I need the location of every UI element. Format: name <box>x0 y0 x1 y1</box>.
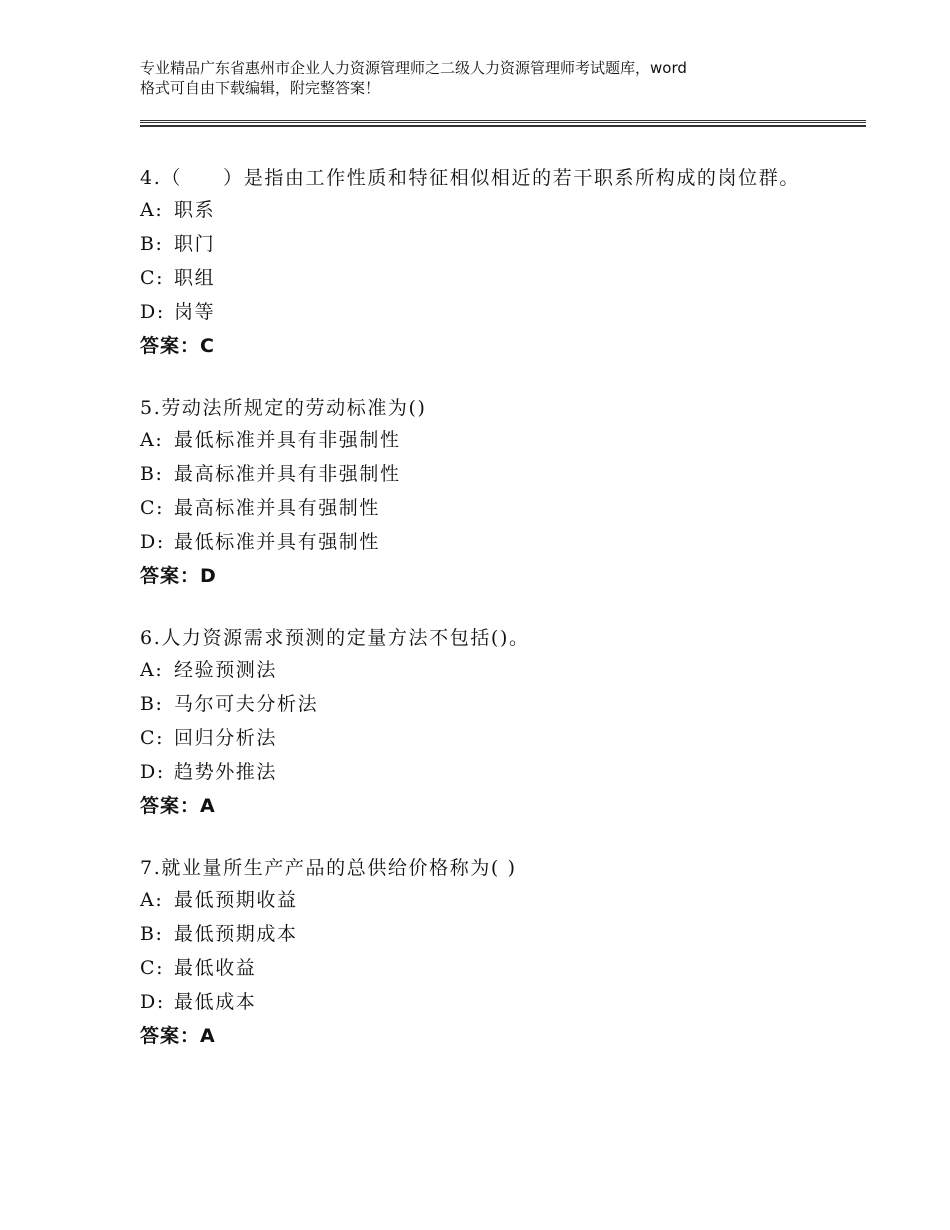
option-letter: B: <box>140 463 164 485</box>
question-text: 6.人力资源需求预测的定量方法不包括()。 <box>140 627 530 649</box>
question-text: 7.就业量所生产产品的总供给价格称为( ) <box>140 857 517 879</box>
option-letter: A: <box>140 429 164 451</box>
question-text: 5.劳动法所规定的劳动标准为() <box>140 397 427 419</box>
option-letter: A: <box>140 199 164 221</box>
option-c <box>140 491 840 525</box>
option-text: 岗等 <box>174 301 216 323</box>
option-letter: B: <box>140 693 164 715</box>
answer-value: D <box>200 565 217 587</box>
answer-line <box>140 789 840 823</box>
option-b <box>140 457 840 491</box>
option-text: 最低预期收益 <box>174 889 298 911</box>
option-letter: A: <box>140 889 164 911</box>
answer-line <box>140 329 840 363</box>
option-c <box>140 721 840 755</box>
option-text: 最低标准并具有非强制性 <box>174 429 401 451</box>
option-c <box>140 951 840 985</box>
option-c <box>140 261 840 295</box>
option-letter: D: <box>140 991 165 1013</box>
option-d <box>140 985 840 1019</box>
option-text: 职组 <box>174 267 216 289</box>
option-letter: D: <box>140 301 165 323</box>
question-5 <box>140 393 840 593</box>
option-letter: B: <box>140 923 164 945</box>
option-d <box>140 295 840 329</box>
answer-line <box>140 559 840 593</box>
option-text: 最低预期成本 <box>174 923 298 945</box>
header-divider-thin-middle <box>140 122 866 123</box>
option-a <box>140 423 840 457</box>
option-letter: C: <box>140 267 165 289</box>
answer-label: 答案： <box>140 335 201 357</box>
answer-label: 答案： <box>140 795 201 817</box>
option-text: 职门 <box>174 233 216 255</box>
option-text: 职系 <box>174 199 216 221</box>
header-divider-thick <box>140 125 866 127</box>
option-b <box>140 687 840 721</box>
option-a <box>140 653 840 687</box>
answer-line <box>140 1019 840 1053</box>
answer-value: C <box>200 335 215 357</box>
answer-label: 答案： <box>140 1025 201 1047</box>
question-list <box>140 163 840 1083</box>
option-letter: A: <box>140 659 164 681</box>
option-text: 最低收益 <box>174 957 257 979</box>
question-text: 4.（ ）是指由工作性质和特征相似相近的若干职系所构成的岗位群。 <box>140 167 800 189</box>
header-title-line-2: 格式可自由下载编辑，附完整答案！ <box>140 79 381 97</box>
option-letter: C: <box>140 957 165 979</box>
option-d <box>140 755 840 789</box>
option-text: 最低标准并具有强制性 <box>174 531 381 553</box>
question-6 <box>140 623 840 823</box>
option-letter: C: <box>140 497 165 519</box>
header-divider-thin-top <box>140 120 866 121</box>
option-a <box>140 883 840 917</box>
option-text: 最高标准并具有强制性 <box>174 497 381 519</box>
option-text: 马尔可夫分析法 <box>174 693 319 715</box>
question-4 <box>140 163 840 363</box>
answer-label: 答案： <box>140 565 201 587</box>
option-text: 最低成本 <box>174 991 257 1013</box>
option-a <box>140 193 840 227</box>
option-text: 经验预测法 <box>174 659 278 681</box>
option-letter: D: <box>140 531 165 553</box>
option-d <box>140 525 840 559</box>
option-b <box>140 917 840 951</box>
question-7 <box>140 853 840 1053</box>
option-letter: C: <box>140 727 165 749</box>
option-b <box>140 227 840 261</box>
option-letter: B: <box>140 233 164 255</box>
option-text: 趋势外推法 <box>174 761 278 783</box>
document-header <box>140 58 840 98</box>
option-text: 回归分析法 <box>174 727 278 749</box>
option-text: 最高标准并具有非强制性 <box>174 463 401 485</box>
option-letter: D: <box>140 761 165 783</box>
answer-value: A <box>200 795 216 817</box>
header-title-line-1: 专业精品广东省惠州市企业人力资源管理师之二级人力资源管理师考试题库，word <box>140 59 687 77</box>
answer-value: A <box>200 1025 216 1047</box>
